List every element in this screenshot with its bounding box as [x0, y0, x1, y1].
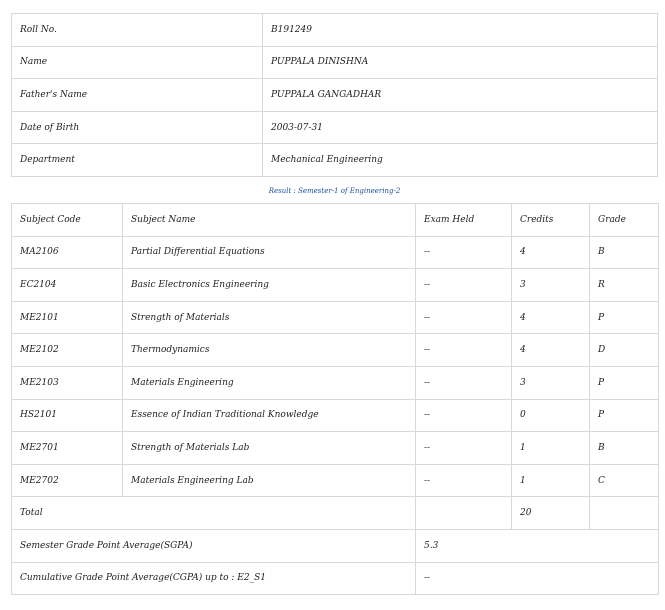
exam-held: -- — [416, 301, 512, 334]
table-row — [12, 236, 659, 269]
header-subject-code: Subject Code — [12, 204, 123, 237]
subject-code: EC2104 — [12, 269, 123, 302]
credits: 3 — [512, 269, 590, 302]
header-grade: Grade — [590, 204, 659, 237]
subject-name: Strength of Materials Lab — [123, 432, 416, 465]
father-row — [12, 79, 658, 112]
father-value: PUPPALA GANGADHAR — [263, 79, 658, 112]
credits: 4 — [512, 334, 590, 367]
subject-name: Materials Engineering — [123, 366, 416, 399]
header-credits: Credits — [512, 204, 590, 237]
name-row — [12, 46, 658, 79]
roll-row — [12, 14, 658, 47]
subject-code: ME2103 — [12, 366, 123, 399]
credits: 1 — [512, 464, 590, 497]
dob-row — [12, 111, 658, 144]
cgpa-row — [12, 562, 659, 595]
grade: B — [590, 432, 659, 465]
exam-held: -- — [416, 366, 512, 399]
subject-name: Partial Differential Equations — [123, 236, 416, 269]
exam-held: -- — [416, 399, 512, 432]
department-row — [12, 144, 658, 177]
grade: P — [590, 301, 659, 334]
exam-held: -- — [416, 464, 512, 497]
total-row — [12, 497, 659, 530]
header-subject-name: Subject Name — [123, 204, 416, 237]
sgpa-row — [12, 529, 659, 562]
sgpa-label: Semester Grade Point Average(SGPA) — [12, 529, 416, 562]
credits: 1 — [512, 432, 590, 465]
grades-table — [11, 203, 659, 595]
table-row — [12, 334, 659, 367]
grades-header-row — [12, 204, 659, 237]
subject-code: ME2102 — [12, 334, 123, 367]
table-row — [12, 301, 659, 334]
credits: 4 — [512, 301, 590, 334]
department-label: Department — [12, 144, 263, 177]
cgpa-label: Cumulative Grade Point Average(CGPA) up to : E2_S1 — [12, 562, 416, 595]
grade: D — [590, 334, 659, 367]
subject-code: ME2701 — [12, 432, 123, 465]
subject-name: Essence of Indian Traditional Knowledge — [123, 399, 416, 432]
grade: P — [590, 366, 659, 399]
table-row — [12, 432, 659, 465]
grade: C — [590, 464, 659, 497]
roll-label: Roll No. — [12, 14, 263, 47]
exam-held: -- — [416, 334, 512, 367]
sgpa-value: 5.3 — [416, 529, 659, 562]
exam-held: -- — [416, 432, 512, 465]
total-label: Total — [12, 497, 416, 530]
subject-name: Strength of Materials — [123, 301, 416, 334]
exam-held: -- — [416, 269, 512, 302]
credits: 3 — [512, 366, 590, 399]
subject-code: ME2702 — [12, 464, 123, 497]
cgpa-value: -- — [416, 562, 659, 595]
department-value: Mechanical Engineering — [263, 144, 658, 177]
name-label: Name — [12, 46, 263, 79]
exam-held: -- — [416, 236, 512, 269]
roll-value: B191249 — [263, 14, 658, 47]
subject-code: ME2101 — [12, 301, 123, 334]
name-value: PUPPALA DINISHNA — [263, 46, 658, 79]
subject-name: Thermodynamics — [123, 334, 416, 367]
father-label: Father's Name — [12, 79, 263, 112]
subject-name: Materials Engineering Lab — [123, 464, 416, 497]
result-caption: Result : Semester-1 of Engineering-2 — [268, 187, 401, 195]
dob-value: 2003-07-31 — [263, 111, 658, 144]
table-row — [12, 269, 659, 302]
total-empty-cell — [416, 497, 512, 530]
student-info-table — [11, 13, 658, 177]
header-exam-held: Exam Held — [416, 204, 512, 237]
subject-code: HS2101 — [12, 399, 123, 432]
grade: R — [590, 269, 659, 302]
grade: B — [590, 236, 659, 269]
subject-code: MA2106 — [12, 236, 123, 269]
table-row — [12, 366, 659, 399]
total-credits: 20 — [512, 497, 590, 530]
total-empty-grade-cell — [590, 497, 659, 530]
table-row — [12, 399, 659, 432]
subject-name: Basic Electronics Engineering — [123, 269, 416, 302]
grade: P — [590, 399, 659, 432]
dob-label: Date of Birth — [12, 111, 263, 144]
table-row — [12, 464, 659, 497]
credits: 0 — [512, 399, 590, 432]
credits: 4 — [512, 236, 590, 269]
